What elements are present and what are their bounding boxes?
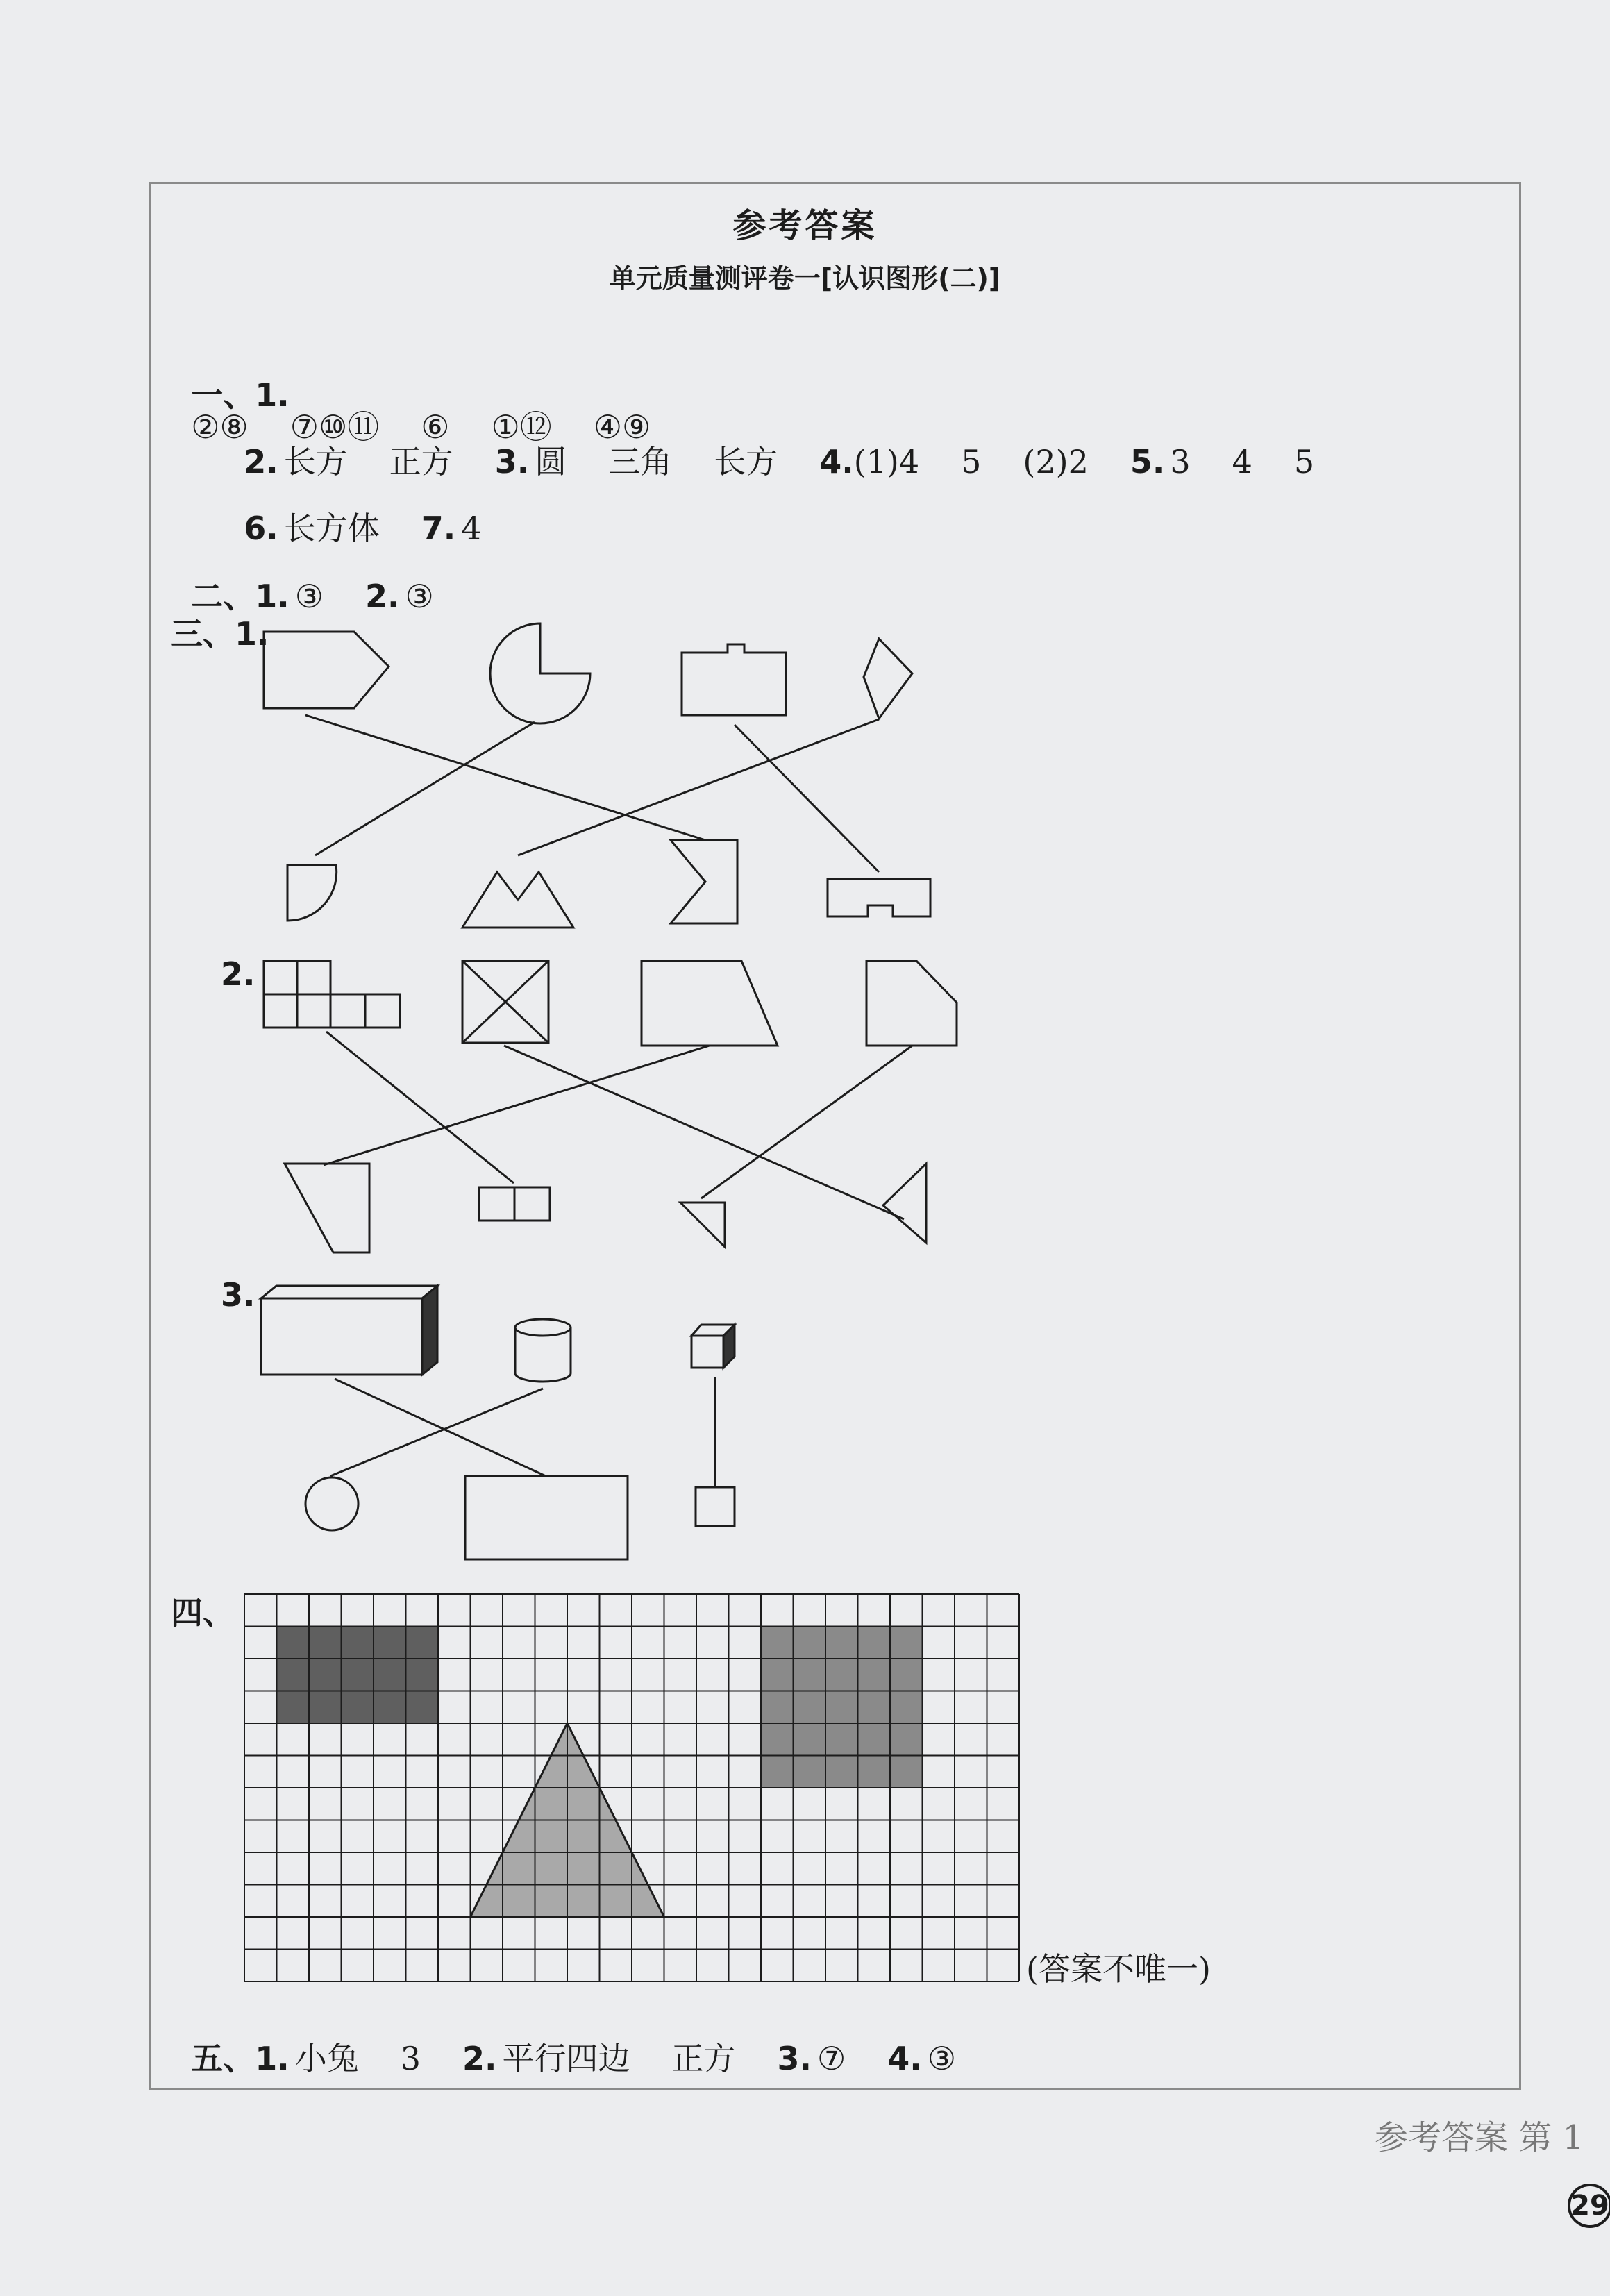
answer: 长方 (283, 443, 348, 480)
right-trapezoid-shape (285, 1164, 369, 1252)
left-triangle-shape (883, 1164, 926, 1243)
answer: 平行四边 (502, 2040, 630, 2077)
rectangle-shape (465, 1476, 628, 1559)
q-number: 3. (777, 2040, 812, 2077)
quarter-circle-shape (287, 865, 337, 921)
match-line (305, 715, 705, 840)
dark-rectangle (277, 1627, 439, 1724)
answer: (2)2 (1023, 443, 1089, 480)
cut-corner-shape (866, 961, 957, 1046)
section3-q3-label: 3. (221, 1276, 255, 1314)
cube-shape (691, 1325, 735, 1368)
gray-square (761, 1627, 923, 1788)
q-number: 2. (462, 2040, 497, 2077)
pentagon-arrow-shape (264, 632, 389, 708)
notched-rect-shape (682, 644, 786, 715)
answer: 小兔 (294, 2040, 359, 2077)
answer: 三角 (608, 443, 673, 480)
match-line (330, 1389, 543, 1476)
answer: ④⑨ (593, 408, 651, 446)
cuboid-shape (261, 1286, 437, 1375)
notched-bottom-rect-shape (828, 879, 930, 916)
answer: 5 (1293, 443, 1315, 480)
trapezoid-shape (642, 961, 778, 1046)
section2-label: 二、 (191, 578, 255, 615)
circle-shape (305, 1477, 358, 1530)
q-number: 6. (244, 510, 278, 547)
section3-q2-label: 2. (221, 955, 255, 993)
answer: 圆 (535, 443, 567, 480)
footer-text: 参考答案 第 1 (1375, 2118, 1584, 2157)
answer: ⑥ (421, 408, 450, 446)
small-right-triangle-shape (680, 1203, 725, 1247)
q-number: 3. (494, 443, 530, 480)
q-number: 1. (255, 578, 290, 615)
grid-blocks-shape (264, 961, 400, 1028)
match-line (315, 722, 535, 855)
page-subtitle: 单元质量测评卷一[认识图形(二)] (609, 263, 1001, 294)
q-number: 7. (421, 510, 456, 547)
answer: 5 (961, 443, 982, 480)
answer-note: (答案不唯一) (1026, 1950, 1211, 1988)
page-number-badge: 29 (1568, 2184, 1610, 2228)
answer: 长方体 (283, 510, 380, 547)
section5-label: 五、 (191, 2040, 255, 2077)
bracket-shape (671, 840, 737, 923)
match-line (324, 1046, 710, 1165)
crossed-square-shape (462, 961, 548, 1043)
match-line (504, 1046, 904, 1219)
section3-label: 三、 (171, 615, 235, 653)
q-number: 4. (887, 2040, 922, 2077)
answer: ⑦⑩⑪ (290, 408, 380, 446)
answer: 3 (400, 2040, 421, 2077)
pacman-circle-shape (490, 623, 590, 723)
small-square-shape (696, 1487, 735, 1526)
q-number: 2. (364, 578, 400, 615)
answer: 长方 (714, 443, 778, 480)
answer: ③ (927, 2040, 956, 2077)
section5-line (171, 2011, 956, 2075)
answer: 4 (1232, 443, 1252, 480)
q-number: 1. (255, 376, 290, 414)
answer: ③ (405, 578, 434, 615)
answer: (1)4 (853, 443, 920, 480)
q-number: 5. (1130, 443, 1165, 480)
q-number: 2. (244, 443, 278, 480)
match-line (326, 1032, 514, 1183)
q-number: 1. (255, 2040, 290, 2077)
answer: 正方 (671, 2040, 736, 2077)
page-title: 参考答案 (732, 206, 878, 245)
answer: 正方 (389, 443, 453, 480)
section1-label: 一、 (191, 376, 255, 414)
q-number: 1. (235, 615, 269, 653)
answer: ⑦ (816, 2040, 846, 2077)
answer: ②⑧ (191, 408, 249, 446)
answer: ③ (294, 578, 324, 615)
rhombus-shape (864, 639, 912, 719)
q-number: 4. (819, 443, 854, 480)
match-line (518, 719, 879, 855)
mountain-shape (462, 872, 573, 928)
cylinder-shape (515, 1319, 571, 1382)
answer: 3 (1170, 443, 1191, 480)
answer: 4 (461, 510, 482, 547)
answer: ①⑫ (491, 408, 552, 446)
section4-label: 四、 (171, 1594, 235, 1632)
double-rect-shape (479, 1187, 550, 1221)
match-line (701, 1046, 912, 1198)
